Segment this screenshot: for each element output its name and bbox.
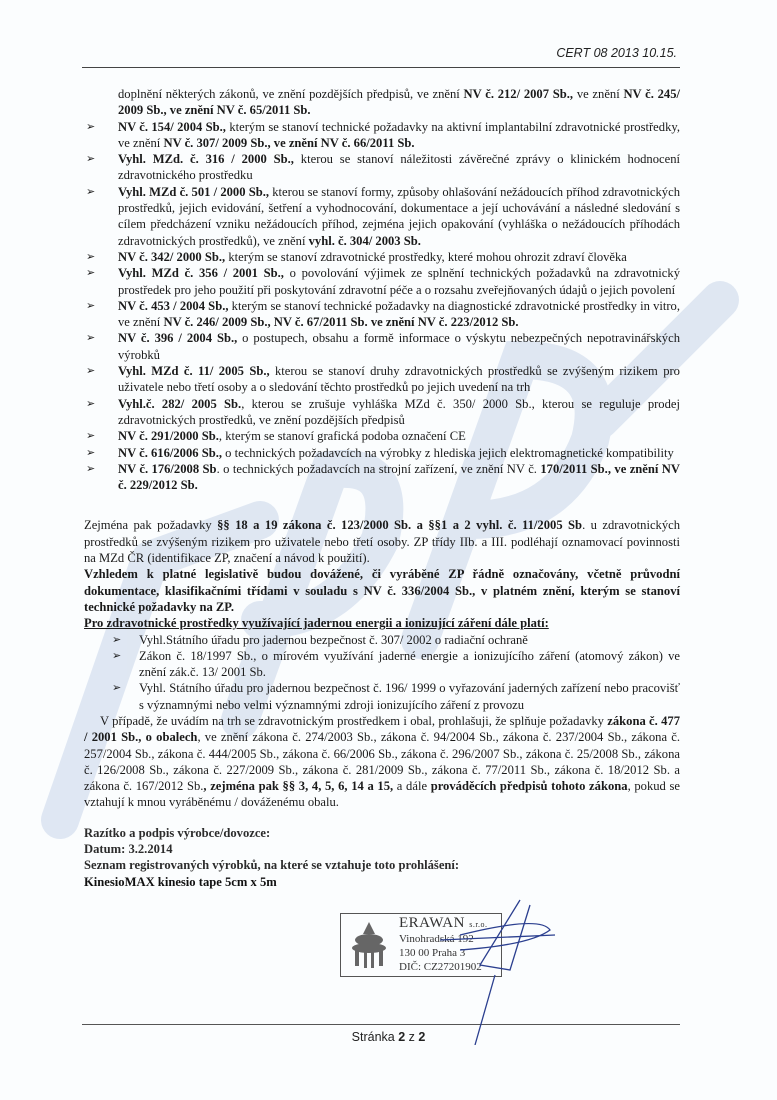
bold-citation: Vyhl. MZd č. 501 / 2000 Sb.,	[118, 184, 270, 199]
bold-citation: §§ 18 a 19 zákona č. 123/2000 Sb. a §§1 a 2 vyhl. č. 11/2005 Sb	[217, 518, 583, 533]
bold-citation: Vyhl. MZd č. 356 / 2001 Sb.,	[118, 266, 284, 281]
bullet-arrow-icon: ➢	[86, 153, 96, 166]
text-run: Zejména pak požadavky	[84, 518, 218, 533]
bold-citation: zákona č. 477 / 2001 Sb., o obalech	[84, 713, 680, 745]
stamp-tax-id: DIČ: CZ27201902	[399, 961, 482, 973]
bold-citation: Vyhl.č. 282/ 2005 Sb.	[118, 396, 242, 411]
regulation-item	[84, 184, 680, 249]
nuclear-section-heading: Pro zdravotnické prostředky využívající jadernou energii a ionizující záření dále platí:	[84, 616, 549, 631]
bullet-arrow-icon: ➢	[86, 446, 96, 459]
temple-logo-icon	[349, 920, 389, 970]
nuclear-regulation-list	[84, 632, 680, 713]
regulation-item	[84, 249, 680, 265]
regulation-item	[84, 151, 680, 184]
bold-citation: 170/2011 Sb., ve znění NV č. 229/2012 Sb.	[118, 461, 680, 493]
regulation-item	[84, 396, 680, 429]
bullet-arrow-icon: ➢	[86, 430, 96, 443]
bold-citation: Vyhl. MZd č. 11/ 2005 Sb.,	[118, 364, 270, 379]
text-run: kterým se stanoví technické požadavky na aktivní implantabilní zdravotnické prostředky, ve znění	[118, 119, 680, 150]
nuclear-regulation-item: ➢ Zákon č. 18/1997 Sb., o mírovém využívání jaderné energie a ionizujícího záření (atomový zákon) ve znění zák.č. 13/ 2001 Sb.	[112, 648, 680, 680]
bullet-arrow-icon: ➢	[112, 649, 122, 662]
bullet-arrow-icon: ➢	[86, 365, 96, 378]
nuclear-regulation-item: ➢ Vyhl. Státního úřadu pro jadernou bezpečnost č. 196/ 1999 o vyřazování jaderných zařízení nebo pracovišť s významnými nebo velmi významnými zdroji ionizujícího záření z provozu	[112, 681, 680, 712]
bold-citation: NV č. 307/ 2009 Sb., ve znění NV č. 66/2011 Sb.	[163, 135, 415, 150]
bullet-arrow-icon: ➢	[86, 120, 96, 133]
regulation-item	[84, 445, 680, 461]
regulation-item	[84, 265, 680, 298]
text-run: , kterou se zrušuje vyhláška MZd č. 350/ 2000 Sb., kterou se reguluje prodej zdravotnických prostředků, ve znění pozdějších předpisů	[118, 396, 680, 427]
date-line: Datum: 3.2.2014	[84, 842, 173, 857]
text-run: kterou se stanoví náležitosti závěrečné zprávy o klinickém hodnocení zdravotnického prostředku	[118, 152, 680, 183]
date-value: 3.2.2014	[128, 842, 173, 857]
bullet-arrow-icon: ➢	[86, 267, 96, 280]
document-body	[84, 86, 680, 890]
bullet-arrow-icon: ➢	[86, 462, 96, 475]
regulation-item	[84, 86, 680, 119]
footer-divider	[82, 1024, 680, 1025]
bullet-arrow-icon: ➢	[112, 682, 122, 695]
regulation-item	[84, 330, 680, 363]
text-run: V případě, že uvádím na trh se zdravotnickým prostředkem i obal, prohlašuji, že splňuje požadavky	[100, 713, 608, 728]
text-run: doplnění některých zákonů, ve znění pozdějších předpisů, ve znění	[118, 87, 464, 101]
stamp-street: Vinohradská 192	[399, 933, 474, 945]
bold-citation: Vyhl. MZd. č. 316 / 2000 Sb.,	[118, 152, 294, 167]
bullet-arrow-icon: ➢	[86, 397, 96, 410]
regulation-item	[84, 298, 680, 331]
bold-citation: NV č. 342/ 2000 Sb.,	[118, 249, 226, 264]
text-run: , pokud se vztahují k mnou vyráběnému / dováženému obalu.	[84, 779, 680, 810]
bold-citation: NV č. 396 / 2004 Sb.,	[118, 331, 238, 346]
regulation-item	[84, 363, 680, 396]
regulation-list	[84, 86, 680, 493]
text-run: o povolování výjimek ze splnění technických požadavků na zdravotnický prostředek pro jeho použití při poskytování zdravotní péče a o rozsahu zveřejňovaných údajů o jejich povolení	[118, 266, 680, 297]
text-run: . u zdravotnických prostředků se zvýšeným rizikem pro uživatele nebo třetí osoby. ZP třídy IIb. a III. podléhají oznamovací povinnosti na MZd ČR (identifikace ZP, značení a návod k použití).	[84, 518, 681, 566]
packaging-paragraph	[84, 713, 680, 811]
bold-citation: NV č. 453 / 2004 Sb.,	[118, 298, 229, 313]
product-name: KinesioMAX kinesio tape 5cm x 5m	[84, 874, 277, 889]
company-stamp: ERAWAN s.r.o. Vinohradská 192 130 00 Praha 3 DIČ: CZ27201902	[340, 913, 502, 977]
text-run: ve znění	[573, 87, 624, 101]
text-run: . o technických požadavcích na strojní zařízení, ve znění NV č.	[216, 461, 541, 476]
text-run: , ve znění zákona č. 274/2003 Sb., zákona č. 94/2004 Sb., zákona č. 237/2004 Sb., zákona č. 257/2004 Sb., zákona č. 444/2005 Sb., zákona č. 66/2006 Sb., zákona č. 296/2007 Sb., zákona č. 25/2008 Sb., zákona č. 126/2008 Sb., zákona č. 227/2009 Sb., zákona č. 281/2009 Sb., zákona č. 77/2011 Sb., zákona č. 18/2012 Sb. a zákona č. 167/2012 Sb.	[84, 730, 680, 794]
stamp-company: ERAWAN	[399, 915, 465, 931]
text-run: o technických požadavcích na výrobky z hlediska jejich elektromagnetické kompatibility	[222, 445, 674, 460]
text-run: , kterým se stanoví grafická podoba označení CE	[218, 429, 466, 444]
bold-citation: vyhl. č. 304/ 2003 Sb.	[308, 233, 421, 248]
bold-citation: NV č. 291/2000 Sb.	[118, 429, 219, 444]
text-run: a dále	[393, 779, 431, 794]
bullet-arrow-icon: ➢	[86, 185, 96, 198]
bold-citation: , zejména pak §§ 3, 4, 5, 6, 14 a 15,	[203, 779, 394, 794]
bullet-arrow-icon: ➢	[86, 250, 96, 263]
products-label: Seznam registrovaných výrobků, na které se vztahuje toto prohlášení:	[84, 858, 460, 873]
bold-citation: NV č. 212/ 2007 Sb.,	[463, 87, 574, 101]
text-run: kterou se stanoví druhy zdravotnických prostředků se zvýšeným rizikem pro uživatele nebo třetí osoby a o sledování těchto prostředků po jejich uvedení na trh	[118, 364, 680, 395]
signature-block	[84, 825, 680, 890]
bullet-arrow-icon: ➢	[86, 332, 96, 345]
bold-citation: NV č. 154/ 2004 Sb.,	[118, 119, 226, 134]
text-run: kterým se stanoví technické požadavky na diagnostické zdravotnické prostředky in vitro, ve znění	[118, 298, 681, 330]
text-run: o postupech, obsahu a formě informace o výskytu nebezpečných nepotravinářských výrobků	[118, 331, 680, 362]
bold-citation: NV č. 176/2008 Sb	[118, 461, 217, 476]
requirements-paragraph	[84, 517, 680, 566]
regulation-item	[84, 119, 680, 152]
text-run: kterým se stanoví zdravotnické prostředky, které mohou ohrozit zdraví člověka	[225, 249, 627, 264]
bullet-arrow-icon: ➢	[86, 299, 96, 312]
legislation-paragraph: Vzhledem k platné legislativě budou dovážené, či vyráběné ZP řádně označovány, včetně průvodní dokumentace, klasifikačními třídami v souladu s NV č. 336/2004 Sb., v platném znění, kterým se stanoví technické požadavky na ZP.	[84, 567, 680, 614]
document-reference: CERT 08 2013 10.15.	[556, 46, 677, 60]
nuclear-regulation-item: ➢ Vyhl.Státního úřadu pro jadernou bezpečnost č. 307/ 2002 o radiační ochraně	[112, 632, 528, 647]
header-divider	[82, 67, 680, 68]
stamp-signature-label: Razítko a podpis výrobce/dovozce:	[84, 825, 271, 840]
regulation-item	[84, 461, 680, 494]
bold-citation: NV č. 245/ 2009 Sb., ve znění NV č. 65/2011 Sb.	[118, 87, 681, 118]
regulation-item	[84, 428, 680, 444]
bold-citation: NV č. 616/2006 Sb.,	[118, 445, 223, 460]
stamp-city: 130 00 Praha 3	[399, 947, 466, 959]
text-run: kterou se stanoví formy, způsoby ohlašování nežádoucích příhod zdravotnických prostředků, jejich evidování, šetření a vyhodnocování, dokumentace a její uchovávání a následné sledování s cílem předcházení vzniku nežádoucích příhod, zejména jejich opakování (vyhláška o nežádoucích příhodách zdravotnických prostředků), ve znění	[118, 184, 680, 248]
bold-citation: NV č. 246/ 2009 Sb., NV č. 67/2011 Sb. ve znění NV č. 223/2012 Sb.	[163, 315, 519, 330]
bold-citation: prováděcích předpisů tohoto zákona	[430, 779, 628, 794]
page-number: Stránka 2 z 2	[351, 1030, 426, 1044]
bullet-arrow-icon: ➢	[112, 633, 122, 646]
